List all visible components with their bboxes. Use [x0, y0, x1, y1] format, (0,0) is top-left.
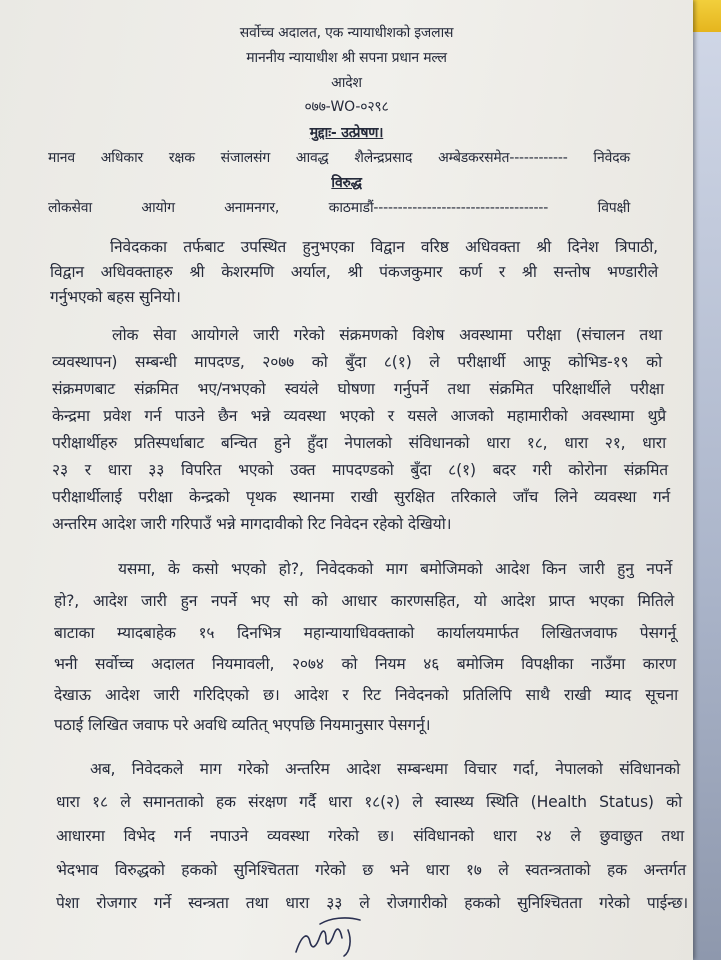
petitioner-line: मानव अधिकार रक्षक संजालसंग आवद्ध शैलेन्द्रप्रसाद अम्बेडकरसमेत------------ निवेदक — [48, 150, 630, 166]
paragraph-4-line-4: भेदभाव विरुद्धको हकको सुनिश्चितता गरेको छ भने धारा १७ ले स्वतन्त्रताको हक अन्तर्गत — [56, 861, 686, 879]
paragraph-4-line-1: अब, निवेदकले माग गरेको अन्तरिम आदेश सम्बन्धमा विचार गर्दा, नेपालको संविधानको — [90, 760, 680, 778]
versus-label — [0, 176, 693, 190]
paragraph-2-line-1: लोक सेवा आयोगले जारी गरेको संक्रमणको विशेष अवस्थामा परीक्षा (संचालन तथा — [112, 326, 662, 344]
paragraph-3-line-4: भनी सर्वोच्च अदालत नियमावली, २०७४ को नियम ४६ बमोजिम विपक्षीका नाउँमा कारण — [54, 655, 676, 673]
paragraph-3-line-3: बाटाका म्यादबाहेक १५ दिनभित्र महान्यायाधिवक्ताको कार्यालयमार्फत लिखितजवाफ पेसगर्नू — [54, 624, 676, 642]
paragraph-2-line-8: अन्तरिम आदेश जारी गरिपाउँ भन्ने मागदावीको रिट निवेदन रहेको देखियो। — [52, 515, 452, 533]
paragraph-4-line-5: पेशा रोजगार गर्ने स्वन्त्रता तथा धारा ३३ ले रोजगारीको हकको सुनिश्चितता गरेको पाईन्छ। — [56, 894, 688, 912]
versus-text: विरुद्ध — [331, 175, 362, 191]
paragraph-4-line-2: धारा १८ ले समानताको हक संरक्षण गर्दै धारा १८(२) ले स्वास्थ्य स्थिति (Health Status) को — [56, 793, 682, 811]
paragraph-2-line-6: २३ र धारा ३३ विपरित भएको उक्त मापदण्डको बुँदा ८(१) बदर गरी कोरोना संक्रमित — [52, 461, 668, 479]
case-subject — [0, 126, 693, 140]
paragraph-1-line-2: विद्वान अधिवक्ताहरु श्री केशरमणि अर्याल, श्री पंकजकुमार कर्ण र श्री सन्तोष भण्डारीले — [50, 263, 658, 281]
paragraph-2-line-5: परीक्षार्थीहरु प्रतिस्पर्धाबाट बन्चित हुने हुँदा नेपालको संविधानको धारा १८, धारा २१, धारा — [52, 434, 666, 452]
paragraph-1-line-3: गर्नुभएको बहस सुनियो। — [50, 288, 181, 306]
paragraph-3-line-1: यसमा, के कसो भएको हो?, निवेदकको माग बमोजिमको आदेश किन जारी हुनु नपर्ने — [118, 560, 672, 578]
paragraph-2-line-7: परीक्षार्थीलाई परीक्षा केन्द्रको पृथक स्थानमा राखी सुरक्षित तरिकाले जाँच लिने व्यवस्था गर्न — [52, 488, 670, 506]
subject-text: मुद्दाः- उत्प्रेषण। — [309, 125, 384, 141]
paragraph-1-line-1: निवेदकका तर्फबाट उपस्थित हुनुभएका विद्वान वरिष्ठ अधिवक्ता श्री दिनेश त्रिपाठी, — [110, 238, 658, 256]
paragraph-2-line-4: केन्द्रमा प्रवेश गर्न पाउने छैन भन्ने व्यवस्था भएको र यसले आजको महामारीको अवस्थामा थुप्रै — [52, 407, 666, 425]
paragraph-4-line-3: आधारमा विभेद गर्न नपाउने व्यवस्था गरेको छ। संविधानको धारा २४ ले छुवाछुत तथा — [56, 827, 684, 845]
paragraph-3-line-6: पठाई लिखित जवाफ परे अवधि व्यतित् भएपछि नियमानुसार पेसगर्नू। — [54, 716, 431, 734]
paragraph-2-line-3: संक्रमणबाट संक्रमित भए/नभएको स्वयंले घोषणा गर्नुपर्ने तथा संक्रमित परिक्षार्थीले परीक्षा — [52, 380, 664, 398]
case-number: ०७७-WO-०२९८ — [304, 99, 389, 115]
paragraph-3-line-2: हो?, आदेश जारी हुन नपर्ने भए सो को आधार कारणसहित, यो आदेश प्राप्त भएका मितिले — [54, 592, 674, 610]
handwritten-signature — [290, 912, 370, 960]
order-title: आदेश — [331, 75, 362, 91]
paragraph-3-line-5: देखाऊ आदेश जारी गरिदिएको छ। आदेश र रिट निवेदनको प्रतिलिपि साथै राखी म्याद सूचना — [54, 686, 678, 704]
judge-name: माननीय न्यायाधीश श्री सपना प्रधान मल्ल — [246, 50, 447, 66]
paragraph-2-line-2: व्यवस्थापन) सम्बन्धी मापदण्ड, २०७७ को बुँदा ८(१) ले परीक्षार्थी आफू कोभिड-१९ को — [52, 353, 662, 371]
respondent-line: लोकसेवा आयोग अनामनगर, काठमाडौं------------------------------------ विपक्षी — [48, 200, 630, 216]
court-name: सर्वोच्च अदालत, एक न्यायाधीशको इजलास — [239, 25, 454, 41]
